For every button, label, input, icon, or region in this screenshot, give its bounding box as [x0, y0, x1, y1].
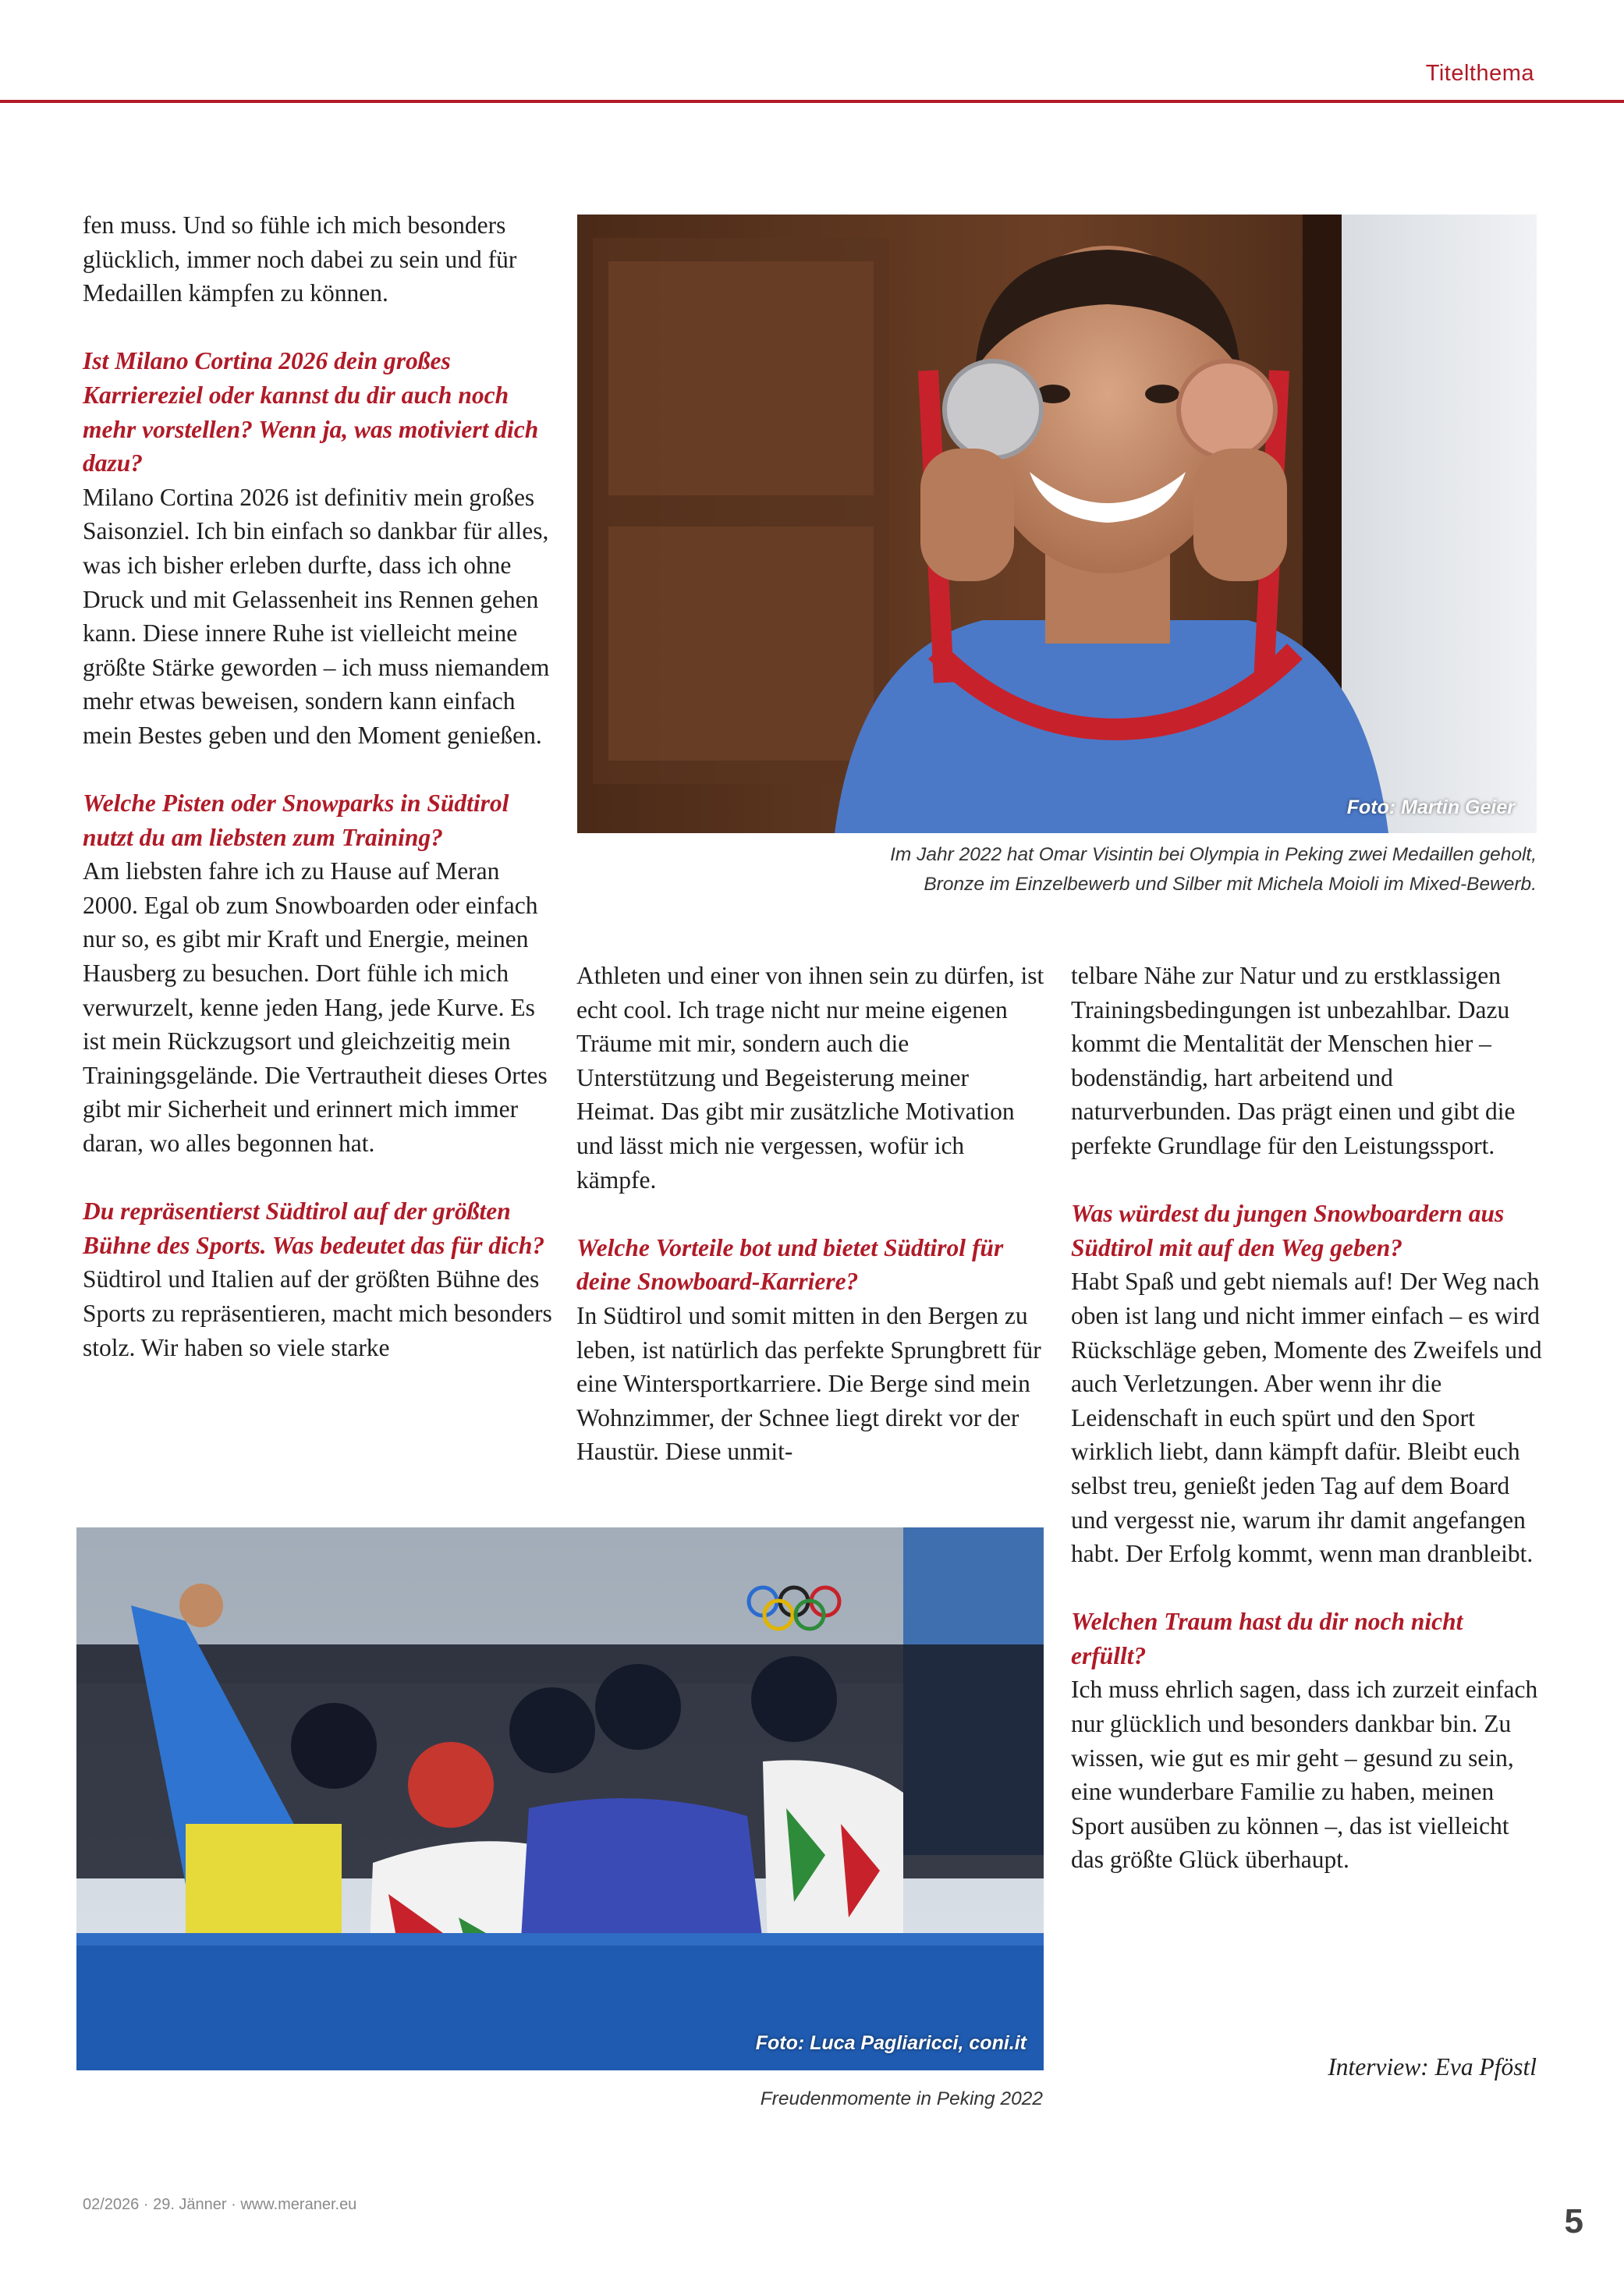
- interview-question: Ist Milano Cortina 2026 dein großes Karriereziel oder kannst du dir auch noch mehr vorstellen? Wenn ja, was motiviert dich dazu?: [83, 347, 539, 477]
- interview-answer: Ich muss ehrlich sagen, dass ich zurzeit einfach nur glücklich und besonders dankbar bin. Zu wissen, wie gut es mir geht – gesund zu sein, eine wunderbare Familie zu haben, meinen Sport ausüben zu können –, das ist vielleicht das größte Glück überhaupt.: [1071, 1676, 1538, 1874]
- photo-credit: Foto: Martin Geier: [1346, 796, 1515, 818]
- footer-issue: 02/2026 · 29. Jänner · www.meraner.eu: [83, 2196, 357, 2213]
- photo-credit: Foto: Luca Pagliaricci, coni.it: [755, 2032, 1027, 2054]
- interview-question: Welche Vorteile bot und bietet Südtirol für deine Snowboard-Karriere?: [576, 1233, 1004, 1296]
- text-column-3: [1071, 959, 1542, 1877]
- interview-answer: Am liebsten fahre ich zu Hause auf Meran 2000. Egal ob zum Snowboarden oder einfach nur so, es gibt mir Kraft und Energie, meinen Hausberg zu besuchen. Dort fühle ich mich verwurzelt, kenne jeden Hang, jede Kurve. Es ist mein Rückzugsort und gleichzeitig mein Trainingsgelände. Die Vertrautheit dieses Ortes gibt mir Sicherheit und erinnert mich immer daran, wo alles begonnen hat.: [83, 857, 548, 1158]
- interview-question: Du repräsentierst Südtirol auf der größten Bühne des Sports. Was bedeutet das für dich?: [83, 1197, 545, 1259]
- interview-answer: Habt Spaß und gebt niemals auf! Der Weg nach oben ist lang und nicht immer einfach – es wird Rückschläge geben, Momente des Zweifels und auch Verletzungen. Aber wenn ihr die Leidenschaft in euch spürt und den Sport wirklich liebt, dann kämpft dafür. Bleibt euch selbst treu, genießt jeden Tag auf dem Board und vergesst nie, warum ihr damit angefangen habt. Der Erfolg kommt, wenn man dranbleibt.: [1071, 1268, 1542, 1568]
- photo-medals: [577, 215, 1537, 833]
- interview-question: Welchen Traum hast du dir noch nicht erfüllt?: [1071, 1608, 1463, 1669]
- medals-photo-illustration: [577, 215, 1537, 833]
- body-paragraph: fen muss. Und so fühle ich mich besonders glücklich, immer noch dabei zu sein und für Medaillen kämpfen zu können.: [83, 211, 517, 307]
- section-label: Titelthema: [1425, 61, 1534, 86]
- photo-team-celebration: [76, 1527, 1044, 2070]
- interview-signature: Interview: Eva Pföstl: [1328, 2053, 1537, 2081]
- header-rule: [0, 100, 1624, 103]
- text-column-2: [576, 959, 1048, 1469]
- interview-answer: In Südtirol und somit mitten in den Bergen zu leben, ist natürlich das perfekte Sprungbrett für eine Wintersportkarriere. Die Berge sind mein Wohnzimmer, der Schnee liegt direkt vor der Haustür. Diese unmit-: [576, 1301, 1041, 1466]
- caption-line: Im Jahr 2022 hat Omar Visintin bei Olympia in Peking zwei Medaillen geholt,: [890, 844, 1537, 865]
- interview-question: Was würdest du jungen Snowboardern aus Südtirol mit auf den Weg geben?: [1071, 1200, 1505, 1261]
- caption-line: Bronze im Einzelbewerb und Silber mit Michela Moioli im Mixed-Bewerb.: [924, 874, 1537, 895]
- photo-caption: Freudenmomente in Peking 2022: [760, 2088, 1043, 2109]
- team-photo-illustration: [76, 1527, 1044, 2070]
- interview-answer: Südtirol und Italien auf der größten Bühne des Sports zu repräsentieren, macht mich besonders stolz. Wir haben so viele starke: [83, 1265, 552, 1361]
- photo-caption: [577, 840, 1537, 899]
- interview-answer: Athleten und einer von ihnen sein zu dürfen, ist echt cool. Ich trage nicht nur meine eigenen Träume mit mir, sondern auch die Unterstützung und Begeisterung meiner Heimat. Das gibt mir zusätzliche Motivation und lässt mich nie vergessen, wofür ich kämpfe.: [576, 962, 1044, 1194]
- interview-answer: telbare Nähe zur Natur und zu erstklassigen Trainingsbedingungen ist unbezahlbar. Dazu kommt die Mentalität der Menschen hier – bodenständig, hart arbeitend und naturverbunden. Das prägt einen und gibt die perfekte Grundlage für den Leistungssport.: [1071, 962, 1516, 1159]
- text-column-1: [83, 208, 554, 1364]
- page-number: 5: [1564, 2202, 1583, 2240]
- interview-question: Welche Pisten oder Snowparks in Südtirol nutzt du am liebsten zum Training?: [83, 789, 509, 851]
- interview-answer: Milano Cortina 2026 ist definitiv mein großes Saisonziel. Ich bin einfach so dankbar für alles, was ich bisher erleben durfte, dass ich ohne Druck und mit Gelassenheit ins Rennen gehen kann. Diese innere Ruhe ist vielleicht meine größte Stärke geworden – ich muss niemandem mehr etwas beweisen, sondern kann einfach mein Bestes geben und den Moment genießen.: [83, 483, 550, 749]
